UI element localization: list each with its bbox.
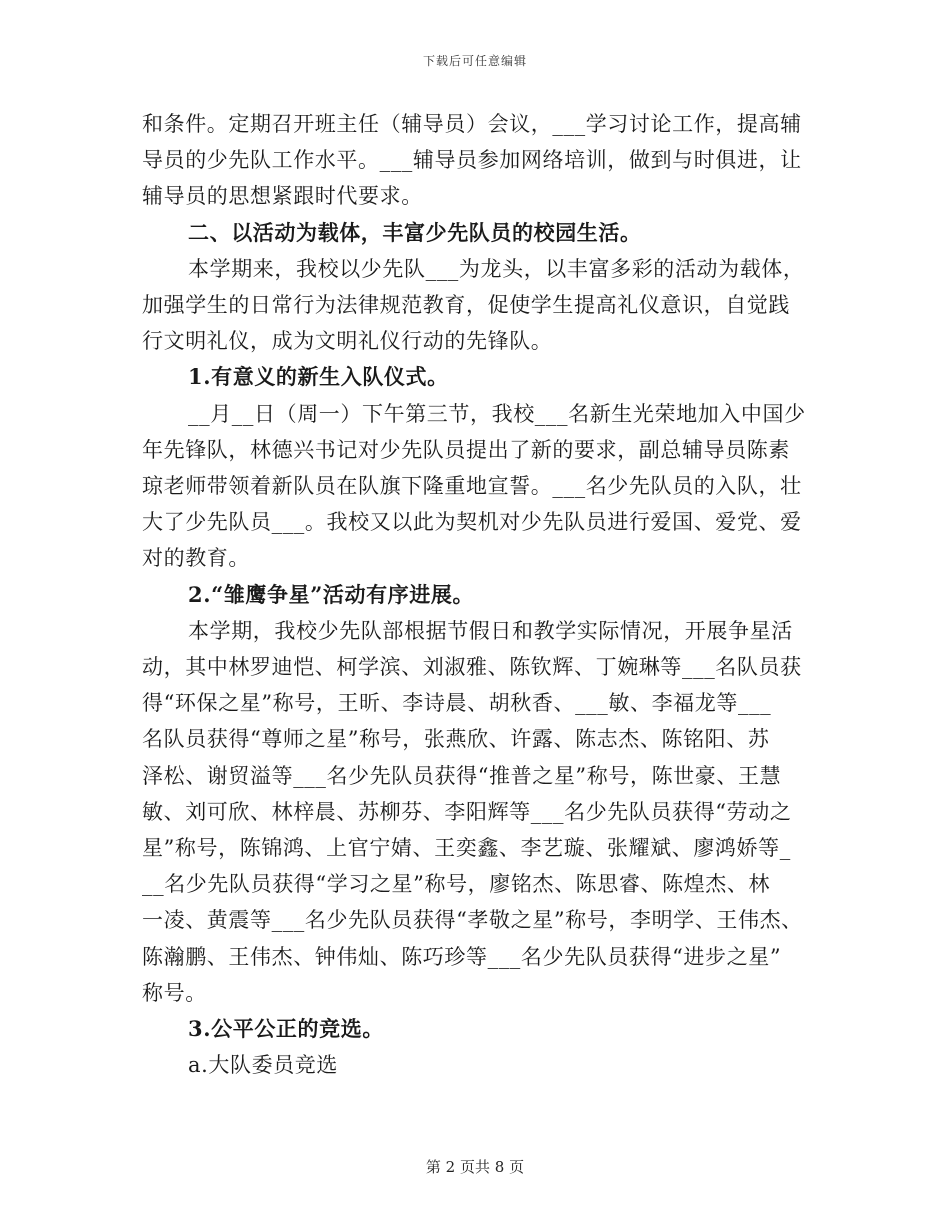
text-line: 一凌、黄震等___名少先队员获得“孝敬之星”称号，李明学、王伟杰、 [142, 908, 803, 933]
text-line: 行文明礼仪，成为文明礼仪行动的先锋队。 [142, 329, 553, 354]
text-line: 敏、刘可欣、林梓晨、苏柳芬、李阳辉等___名少先队员获得“劳动之 [142, 799, 792, 824]
text-line: 泽松、谢贸溢等___名少先队员获得“推普之星”称号，陈世豪、王慧 [142, 763, 782, 788]
text-line: a.大队委员竞选 [188, 1053, 338, 1078]
text-line: 年先锋队，林德兴书记对少先队员提出了新的要求，副总辅导员陈素 [142, 437, 790, 462]
text-line: 大了少先队员___。我校又以此为契机对少先队员进行爱国、爱党、爱 [142, 510, 802, 535]
text-line: 动，其中林罗迪恺、柯学滨、刘淑雅、陈钦辉、丁婉琳等___名队员获 [142, 655, 802, 680]
page-header: 下载后可任意编辑 [422, 54, 527, 68]
section-heading: 二、以活动为载体，丰富少先队员的校园生活。 [188, 219, 642, 245]
text-line: 对的教育。 [142, 546, 250, 571]
text-line: 加强学生的日常行为法律规范教育，促使学生提高礼仪意识，自觉践 [142, 293, 790, 318]
text-line: 陈瀚鹏、王伟杰、钟伟灿、陈巧珍等___名少先队员获得“进步之星” [142, 944, 782, 969]
text-line: 辅导员的思想紧跟时代要求。 [142, 184, 423, 209]
subsection-heading: 2.“雏鹰争星”活动有序进展。 [188, 581, 475, 607]
text-line: __名少先队员获得“学习之星”称号，廖铭杰、陈思睿、陈煌杰、林 [142, 872, 771, 897]
text-line: 名队员获得“尊师之星”称号，张燕欣、许露、陈志杰、陈铭阳、苏 [142, 727, 770, 752]
text-line: 和条件。定期召开班主任（辅导员）会议，___学习讨论工作，提高辅 [142, 112, 802, 136]
text-line: 本学期来，我校以少先队___为龙头，以丰富多彩的活动为载体， [188, 256, 805, 281]
text-line: __月__日（周一）下午第三节，我校___名新生光荣地加入中国少 [188, 401, 806, 426]
text-line: 称号。 [142, 980, 207, 1005]
text-line: 本学期，我校少先队部根据节假日和教学实际情况，开展争星活 [188, 618, 793, 643]
text-line: 得“环保之星”称号，王昕、李诗晨、胡秋香、___敏、李福龙等___ [142, 691, 772, 716]
page-footer: 第 2 页共 8 页 [425, 1158, 525, 1176]
text-line: 星”称号，陈锦鸿、上官宁婧、王奕鑫、李艺璇、张耀斌、廖鸿娇等_ [142, 836, 791, 861]
text-line: 琼老师带领着新队员在队旗下隆重地宣誓。___名少先队员的入队，壮 [142, 474, 802, 499]
subsection-heading: 1.有意义的新生入队仪式。 [188, 364, 449, 390]
subsection-heading: 3.公平公正的竞选。 [188, 1016, 384, 1042]
document-body [142, 106, 812, 1083]
text-line: 导员的少先队工作水平。___辅导员参加网络培训，做到与时俱进，让 [142, 148, 802, 173]
